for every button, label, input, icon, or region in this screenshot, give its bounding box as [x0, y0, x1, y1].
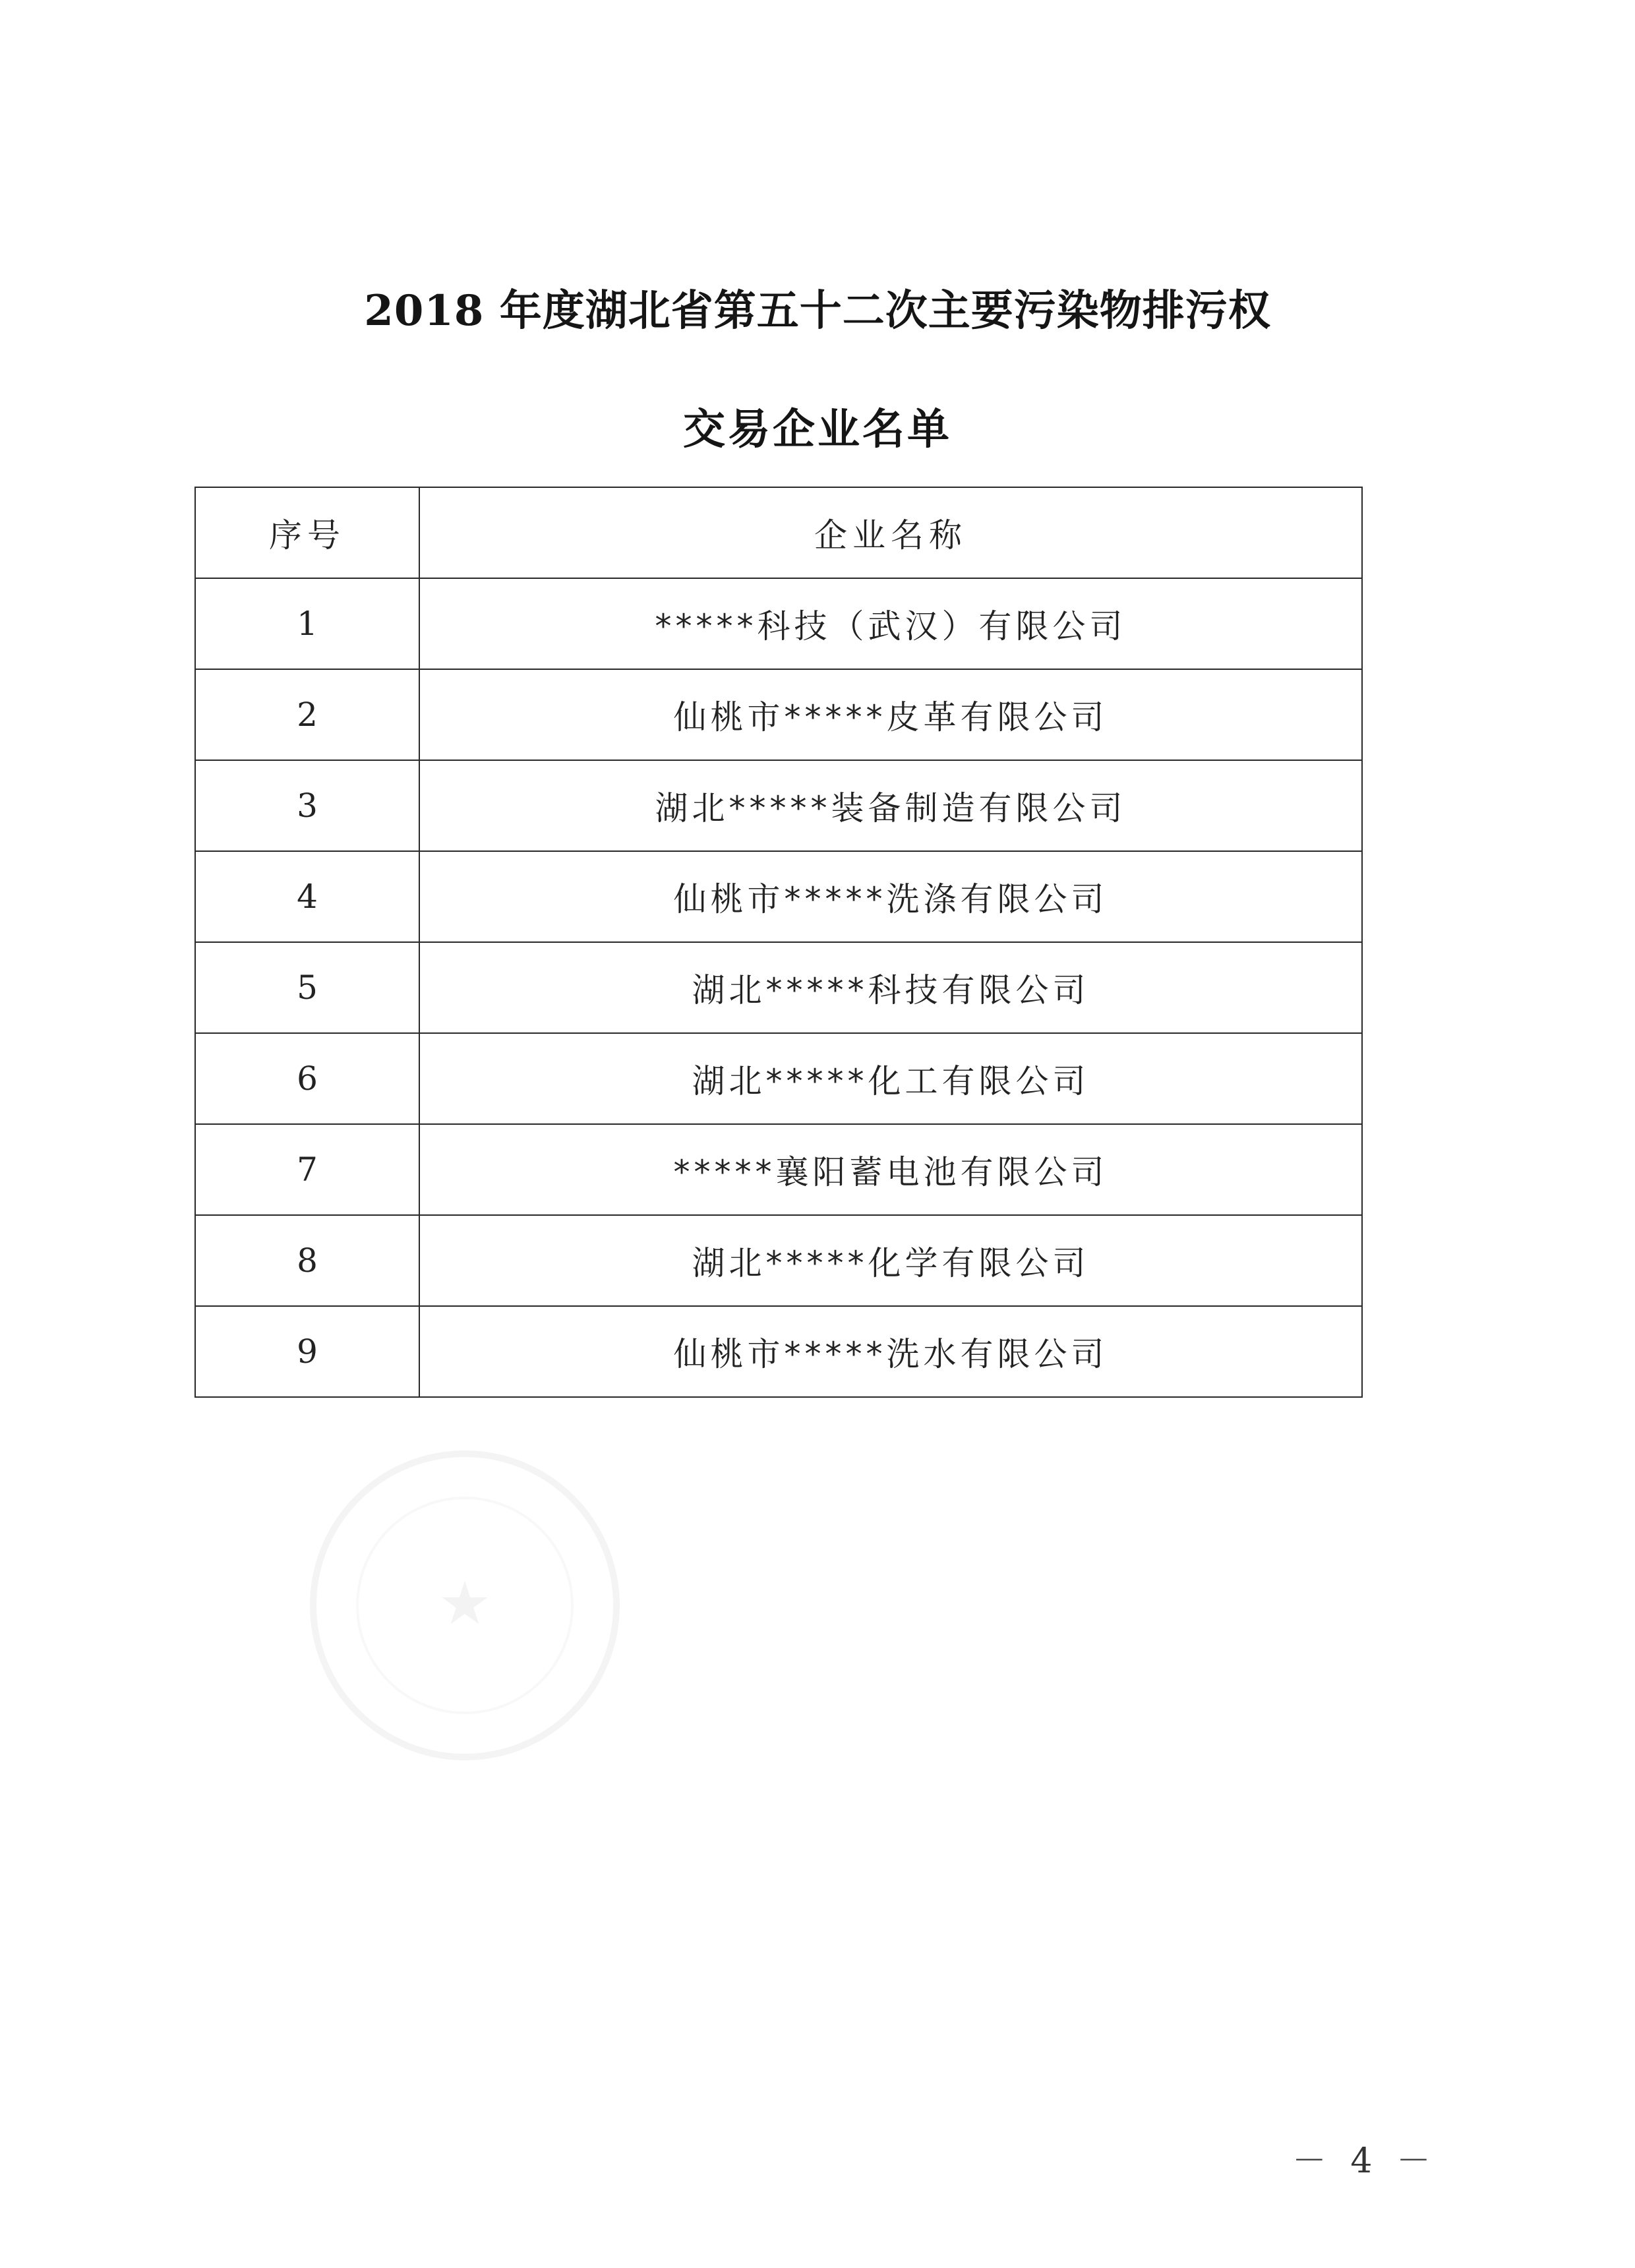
- row-number: 6: [195, 1033, 419, 1124]
- table-row: [195, 1124, 1362, 1215]
- row-number: 9: [195, 1306, 419, 1397]
- row-number: 8: [195, 1215, 419, 1306]
- table-row: [195, 1215, 1362, 1306]
- header-company-name: 企业名称: [419, 487, 1362, 578]
- row-number: 4: [195, 851, 419, 942]
- table-row: [195, 669, 1362, 760]
- row-number: 1: [195, 578, 419, 669]
- row-number: 2: [195, 669, 419, 760]
- table-row: [195, 942, 1362, 1033]
- row-number: 3: [195, 760, 419, 851]
- company-name: 仙桃市*****洗涤有限公司: [419, 851, 1362, 942]
- row-number: 7: [195, 1124, 419, 1215]
- company-name: 湖北*****科技有限公司: [419, 942, 1362, 1033]
- table-header-row: [195, 487, 1362, 578]
- company-list-table: [194, 487, 1363, 1398]
- row-number: 5: [195, 942, 419, 1033]
- company-name: 仙桃市*****皮革有限公司: [419, 669, 1362, 760]
- document-title-line-2: 交易企业名单: [683, 405, 952, 454]
- company-name: *****襄阳蓄电池有限公司: [419, 1124, 1362, 1215]
- seal-star-icon: ★: [438, 1569, 492, 1638]
- document-title-line-1: 2018 年度湖北省第五十二次主要污染物排污权: [364, 286, 1271, 336]
- company-name: 湖北*****装备制造有限公司: [419, 760, 1362, 851]
- company-name: 湖北*****化学有限公司: [419, 1215, 1362, 1306]
- table-row: [195, 1033, 1362, 1124]
- page-number: － 4 －: [1292, 2141, 1437, 2181]
- header-serial-number: 序号: [195, 487, 419, 578]
- table-row: [195, 1306, 1362, 1397]
- table-row: [195, 760, 1362, 851]
- table-row: [195, 578, 1362, 669]
- company-name: 湖北*****化工有限公司: [419, 1033, 1362, 1124]
- table-row: [195, 851, 1362, 942]
- company-name: 仙桃市*****洗水有限公司: [419, 1306, 1362, 1397]
- company-name: *****科技（武汉）有限公司: [419, 578, 1362, 669]
- faded-official-seal: [310, 1450, 620, 1760]
